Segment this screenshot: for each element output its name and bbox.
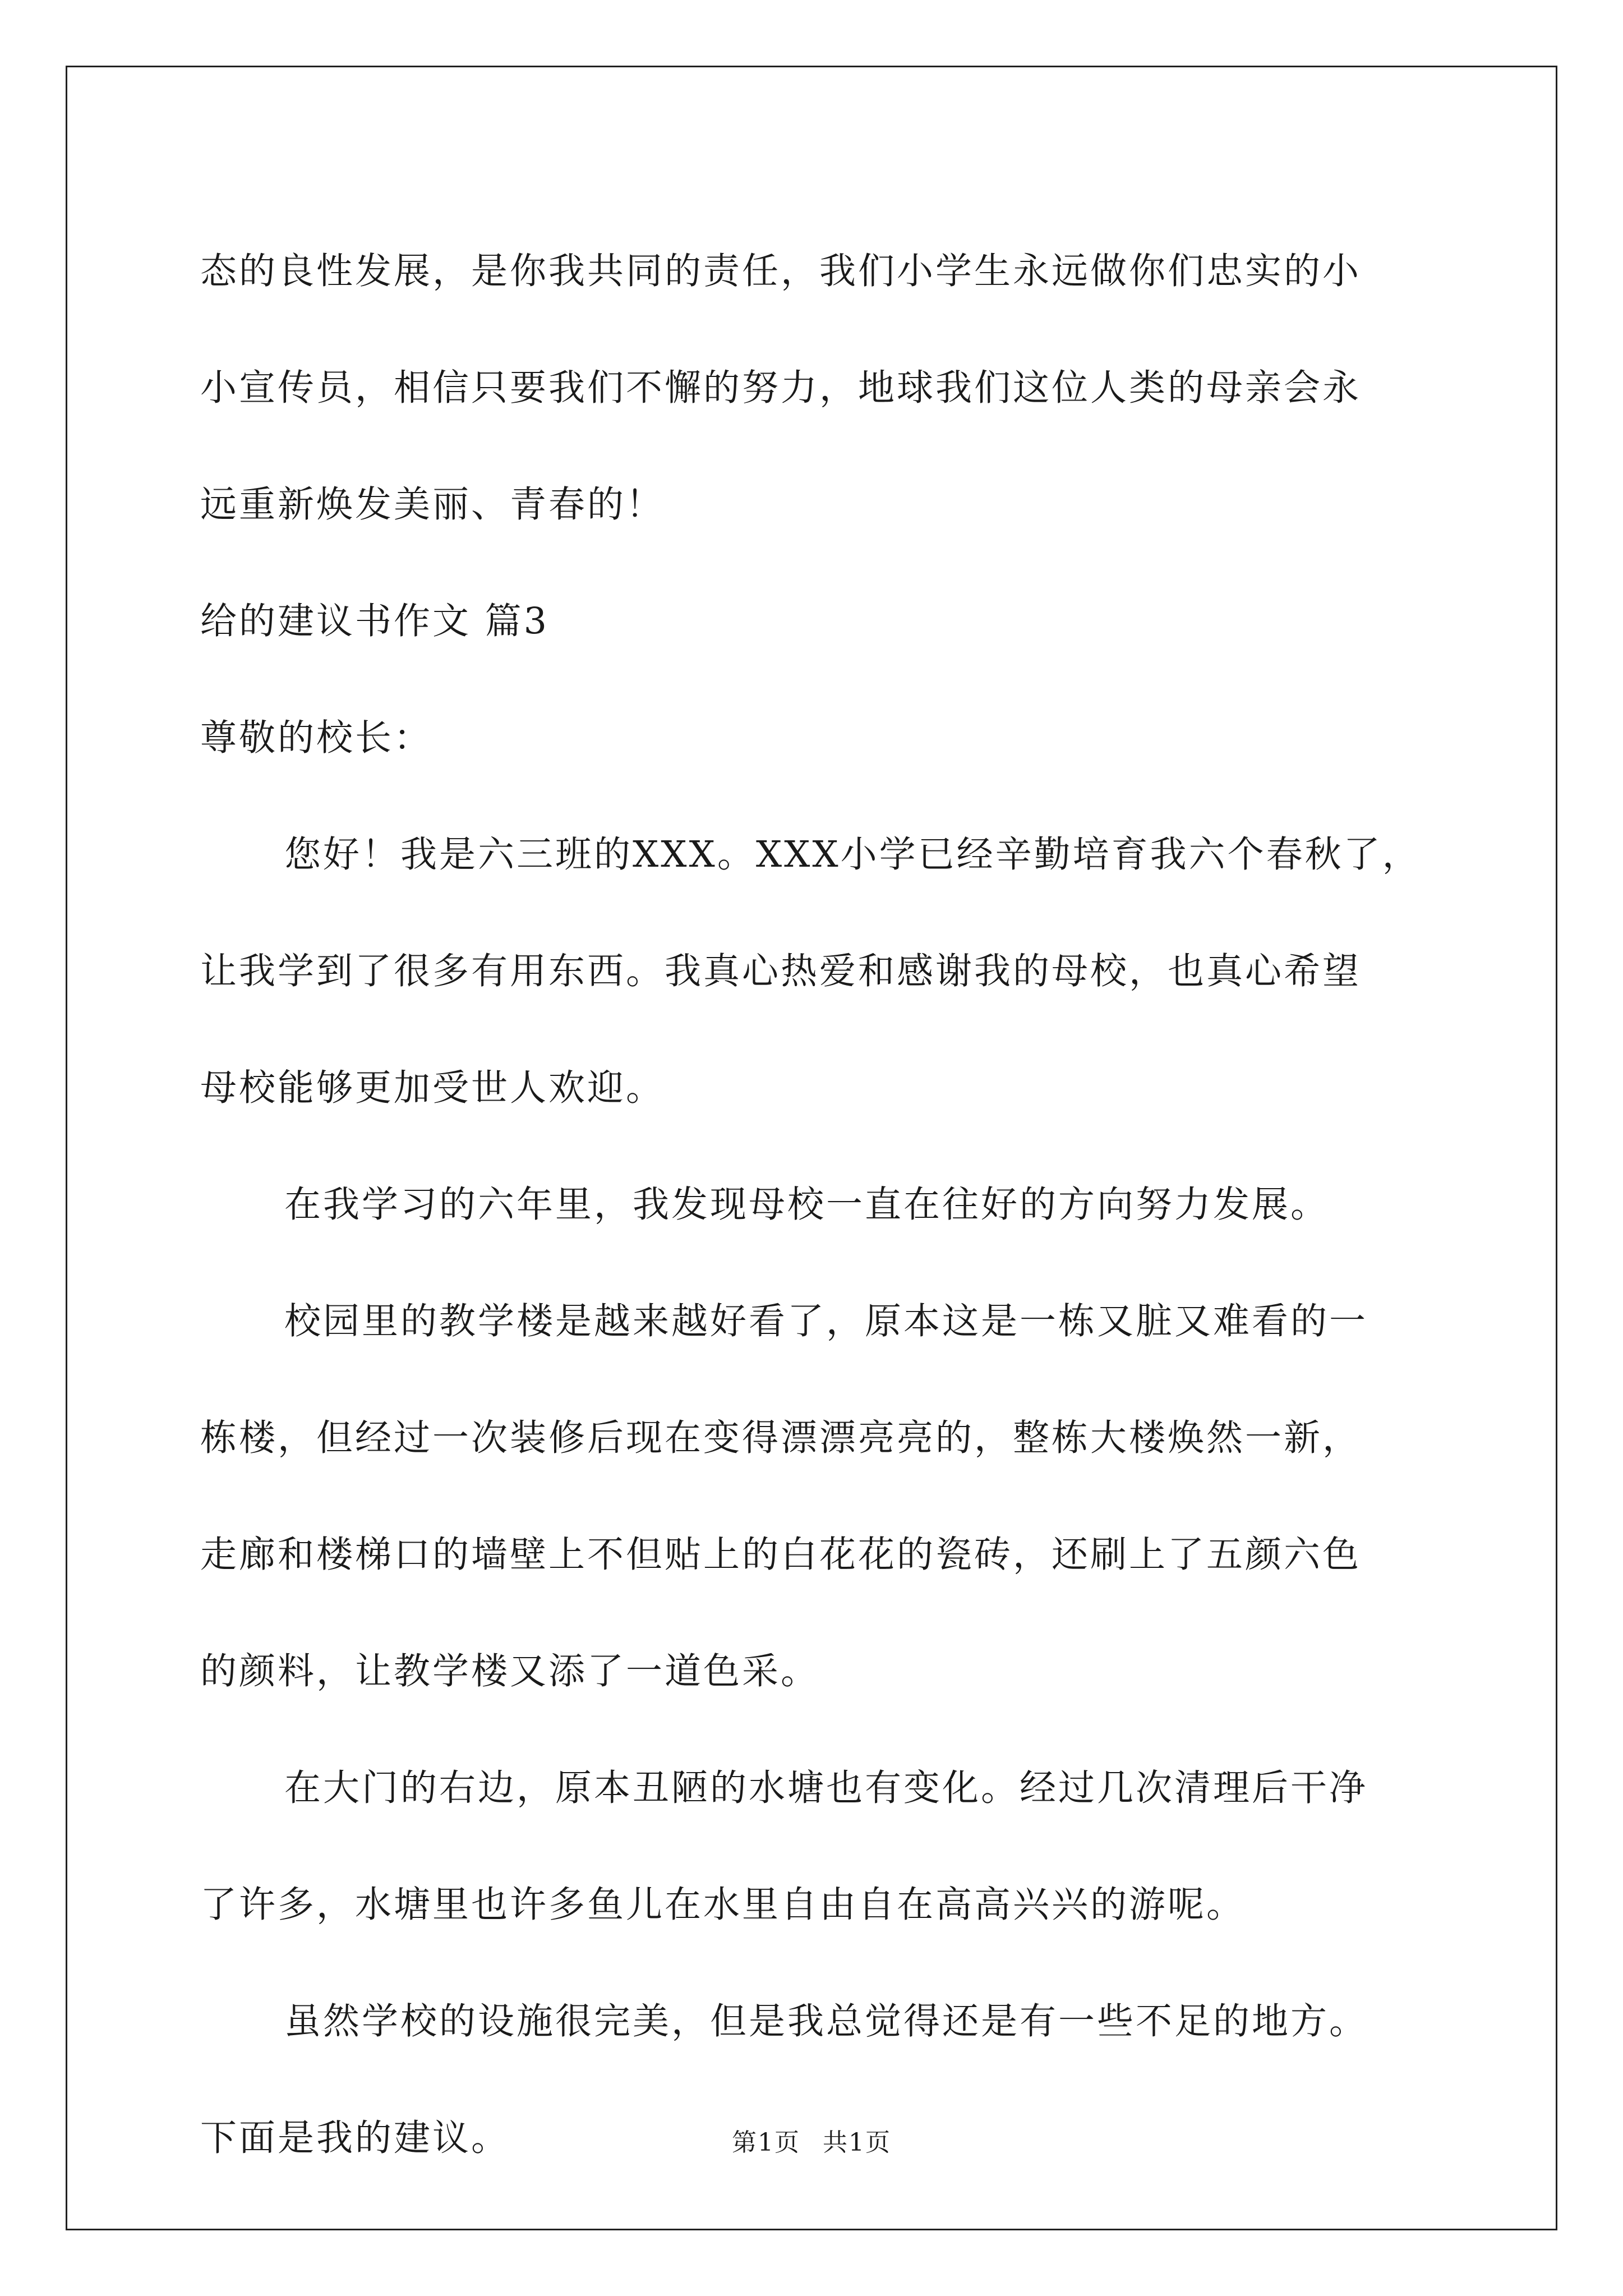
text-line: 态的良性发展，是你我共同的责任，我们小学生永远做你们忠实的小 xyxy=(200,250,1362,292)
section-heading: 给的建议书作文 篇3 xyxy=(200,600,550,642)
salutation: 尊敬的校长： xyxy=(200,717,433,759)
text-line: 走廊和楼梯口的墙壁上不但贴上的白花花的瓷砖，还刷上了五颜六色 xyxy=(200,1534,1362,1576)
text-line: 母校能够更加受世人欢迎。 xyxy=(200,1067,665,1109)
text-line: 在我学习的六年里，我发现母校一直在往好的方向努力发展。 xyxy=(284,1184,1330,1226)
page-count: 共1页 xyxy=(823,2128,891,2157)
page-number: 第1页 xyxy=(732,2128,800,2157)
text-line: 在大门的右边，原本丑陋的水塘也有变化。经过几次清理后干净 xyxy=(284,1767,1368,1809)
text-line: 校园里的教学楼是越来越好看了，原本这是一栋又脏又难看的一 xyxy=(284,1300,1368,1342)
text-line: 您好！我是六三班的XXX。XXX小学已经辛勤培育我六个春秋了， xyxy=(284,834,1421,876)
document-body xyxy=(200,213,1434,2197)
text-line: 了许多，水塘里也许多鱼儿在水里自由自在高高兴兴的游呢。 xyxy=(200,1884,1246,1926)
text-line: 栋楼，但经过一次装修后现在变得漂漂亮亮的，整栋大楼焕然一新， xyxy=(200,1417,1362,1459)
text-line: 远重新焕发美丽、青春的！ xyxy=(200,484,665,526)
text-line: 下面是我的建议。 xyxy=(200,2117,510,2159)
text-line: 虽然学校的设施很完美，但是我总觉得还是有一些不足的地方。 xyxy=(284,2000,1368,2042)
text-line: 让我学到了很多有用东西。我真心热爱和感谢我的母校，也真心希望 xyxy=(200,950,1362,992)
text-line: 的颜料，让教学楼又添了一道色采。 xyxy=(200,1650,820,1692)
text-line: 小宣传员，相信只要我们不懈的努力，地球我们这位人类的母亲会永 xyxy=(200,367,1362,409)
page-footer xyxy=(0,2126,1623,2160)
